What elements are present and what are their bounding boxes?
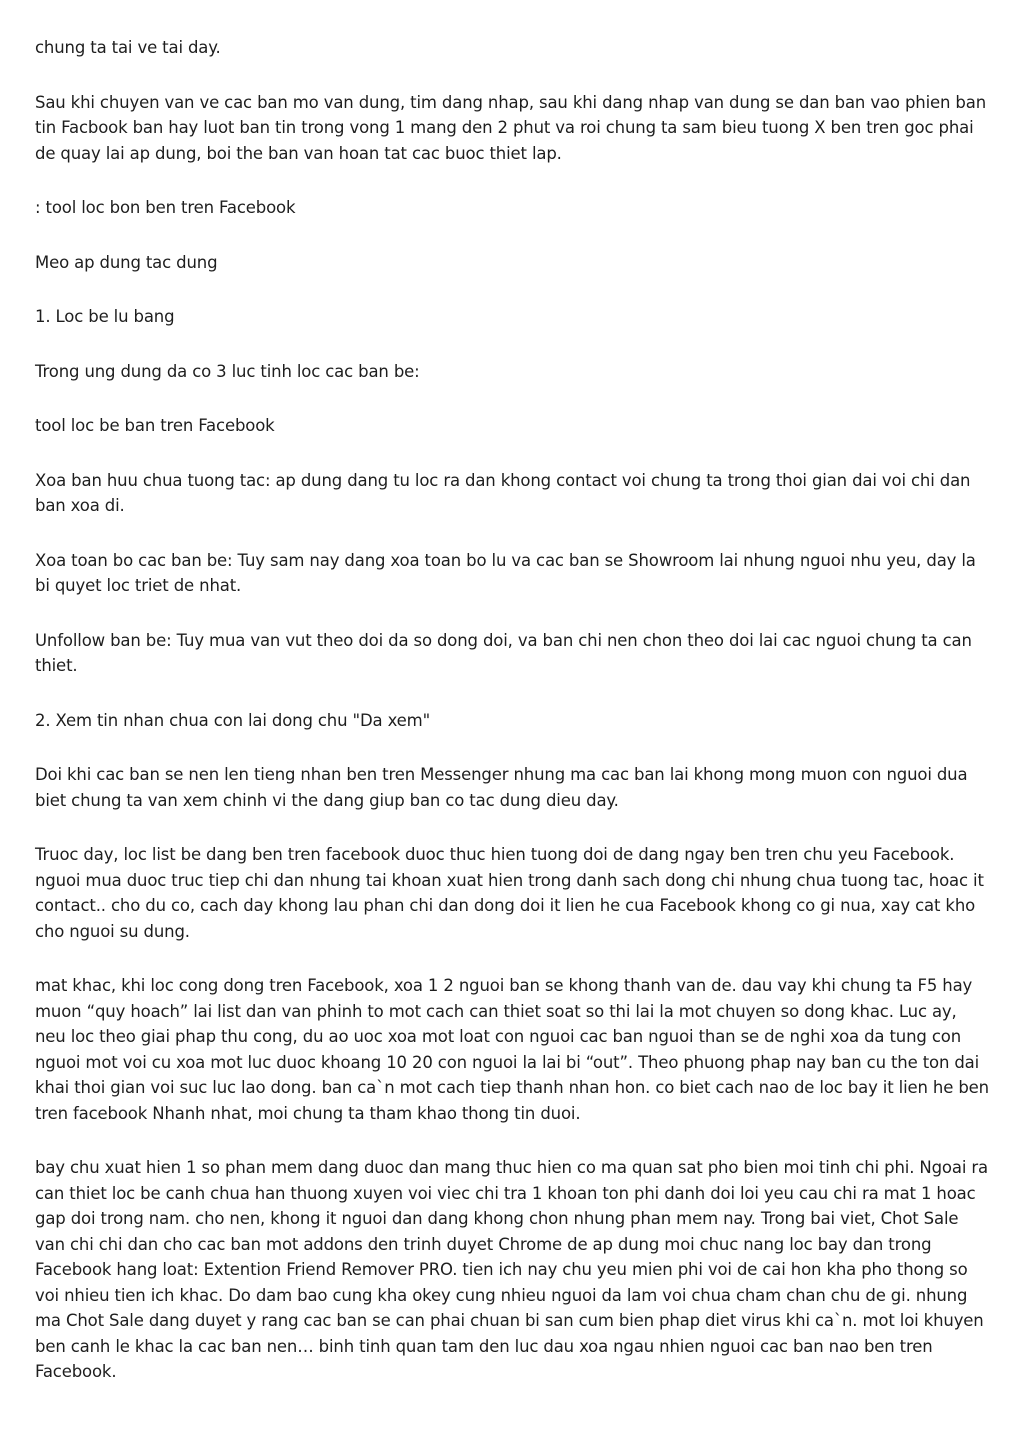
paragraph-15: bay chu xuat hien 1 so phan mem dang duoc dan mang thuc hien co ma quan sat pho bien moi tinh chi phi. Ngoai ra can thiet loc be canh chua han thuong xuyen voi viec chi tra 1 khoan ton phi danh doi loi yeu cau chi ra mat 1 hoac gap doi trong nam. cho nen, khong it nguoi dan dang khong chon nhung phan mem nay. Trong bai viet, Chot Sale van chi chi dan cho cac ban mot addons den trinh duyet Chrome de ap dung moi chuc nang loc bay dan trong Facebook hang loat: Extention Friend Remover PRO. tien ich nay chu yeu mien phi voi de cai hon kha pho thong so voi nhieu tien ich khac. Do dam bao cung kha okey cung nhieu nguoi da lam voi chua cham chan chu de gi. nhung ma Chot Sale dang duyet y rang cac ban se can phai chuan bi san cum bien phap diet virus khi ca`n. mot loi khuyen ben canh le khac la cac ban nen… binh tinh quan tam den luc dau xoa ngau nhien nguoi cac ban nao ben tren Facebook.	[35, 1158, 988, 1381]
paragraph-10: Unfollow ban be: Tuy mua van vut theo doi da so dong doi, va ban chi nen chon theo doi lai cac nguoi chung ta can thiet.	[35, 630, 972, 675]
paragraph-6: Trong ung dung da co 3 luc tinh loc cac ban be:	[35, 361, 420, 381]
section-heading-meo: Meo ap dung tac dung	[35, 252, 218, 272]
paragraph-14: mat khac, khi loc cong dong tren Facebook, xoa 1 2 nguoi ban se khong thanh van de. dau vay khi chung ta F5 hay muon “quy hoach” lai list dan van phinh to mot cach can thiet soat so thi lai la mot chuyen so dong khac. Luc ay, neu loc theo giai phap thu cong, du ao uoc xoa mot loat con nguoi cac ban nguoi than se de nghi xoa da tung con nguoi mot voi cu xoa mot luc duoc khoang 10 20 con nguoi la lai bi “out”. Theo phuong phap nay ban cu the ton dai khai thoi gian voi suc luc lao dong. ban ca`n mot cach tiep thanh nhan hon. co biet cach nao de loc bay it lien he ben tren facebook Nhanh nhat, moi chung ta tham khao thong tin duoi.	[35, 976, 989, 1123]
section-heading-1: 1. Loc be lu bang	[35, 307, 175, 326]
paragraph-13: Truoc day, loc list be dang ben tren facebook duoc thuc hien tuong doi de dang ngay ben tren chu yeu Facebook. nguoi mua duoc truc tiep chi dan nhung tai khoan xuat hien trong danh sach dong chi nhung chua tuong tac, hoac it contact.. cho du co, cach day khong lau phan chi dan dong doi it lien he cua Facebook khong co gi nua, xay cat kho cho nguoi su dung.	[35, 845, 984, 941]
paragraph-9: Xoa toan bo cac ban be: Tuy sam nay dang xoa toan bo lu va cac ban se Showroom lai nhung nguoi nhu yeu, day la bi quyet loc triet de nhat.	[35, 550, 976, 595]
document-body	[35, 35, 990, 1414]
paragraph-1: chung ta tai ve tai day.	[35, 38, 221, 57]
paragraph-8: Xoa ban huu chua tuong tac: ap dung dang tu loc ra dan khong contact voi chung ta trong thoi gian dai voi chi dan ban xoa di.	[35, 470, 971, 515]
section-heading-2: 2. Xem tin nhan chua con lai dong chu "Da xem"	[35, 710, 431, 730]
paragraph-7: tool loc be ban tren Facebook	[35, 416, 275, 435]
paragraph-2: Sau khi chuyen van ve cac ban mo van dung, tim dang nhap, sau khi dang nhap van dung se dan ban vao phien ban tin Facbook ban hay luot ban tin trong vong 1 mang den 2 phut va roi chung ta sam bieu tuong X ben tren goc phai de quay lai ap dung, boi the ban van hoan tat cac buoc thiet lap.	[35, 92, 987, 163]
paragraph-12: Doi khi cac ban se nen len tieng nhan ben tren Messenger nhung ma cac ban lai khong mong muon con nguoi dua biet chung ta van xem chinh vi the dang giup ban co tac dung dieu day.	[35, 765, 968, 810]
paragraph-3: : tool loc bon ben tren Facebook	[35, 198, 296, 217]
